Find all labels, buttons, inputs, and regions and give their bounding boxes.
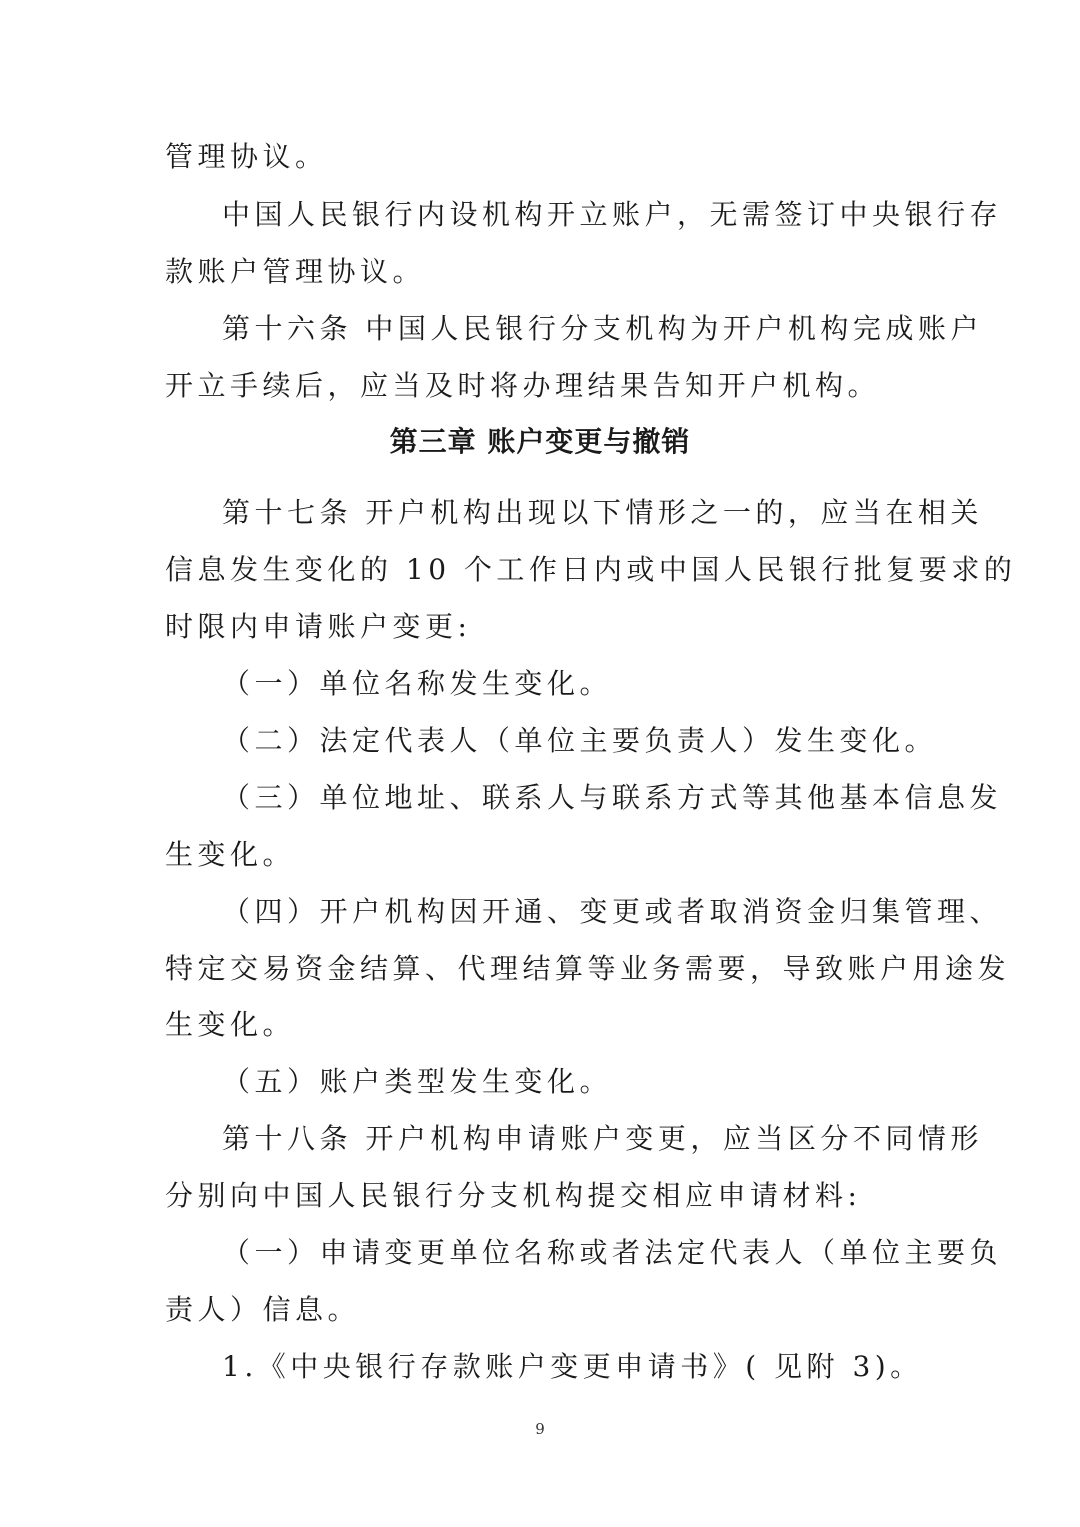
chapter-heading: 第三章 账户变更与撤销 [389, 425, 691, 458]
list-item: （一）申请变更单位名称或者法定代表人（单位主要负 [222, 1236, 1003, 1269]
article-16-start: 第十六条 中国人民银行分支机构为开户机构完成账户 [222, 312, 983, 345]
list-item: （二）法定代表人（单位主要负责人）发生变化。 [222, 724, 938, 757]
list-item: （三）单位地址、联系人与联系方式等其他基本信息发 [222, 781, 1003, 814]
text-line: 开立手续后，应当及时将办理结果告知开户机构。 [165, 369, 881, 402]
text-line: 分别向中国人民银行分支机构提交相应申请材料: [165, 1179, 862, 1212]
text-line: 款账户管理协议。 [165, 255, 426, 288]
text-line: 特定交易资金结算、代理结算等业务需要，导致账户用途发 [165, 952, 1011, 985]
list-item: （四）开户机构因开通、变更或者取消资金归集管理、 [222, 895, 1003, 928]
text-line: 生变化。 [165, 1008, 296, 1041]
text-line: 信息发生变化的 10 个工作日内或中国人民银行批复要求的 [165, 553, 1017, 586]
list-item: （五）账户类型发生变化。 [222, 1065, 613, 1098]
text-line: 责人）信息。 [165, 1293, 361, 1326]
sub-list-item: 1.《中央银行存款账户变更申请书》( 见附 3)。 [222, 1350, 923, 1383]
page-number: 9 [535, 1420, 545, 1438]
article-17-start: 第十七条 开户机构出现以下情形之一的，应当在相关 [222, 496, 983, 529]
text-line: 生变化。 [165, 838, 296, 871]
text-line: 管理协议。 [165, 140, 328, 173]
text-line: 中国人民银行内设机构开立账户，无需签订中央银行存 [222, 198, 1003, 231]
text-line: 时限内申请账户变更: [165, 610, 472, 643]
article-18-start: 第十八条 开户机构申请账户变更，应当区分不同情形 [222, 1122, 983, 1155]
list-item: （一）单位名称发生变化。 [222, 667, 613, 700]
